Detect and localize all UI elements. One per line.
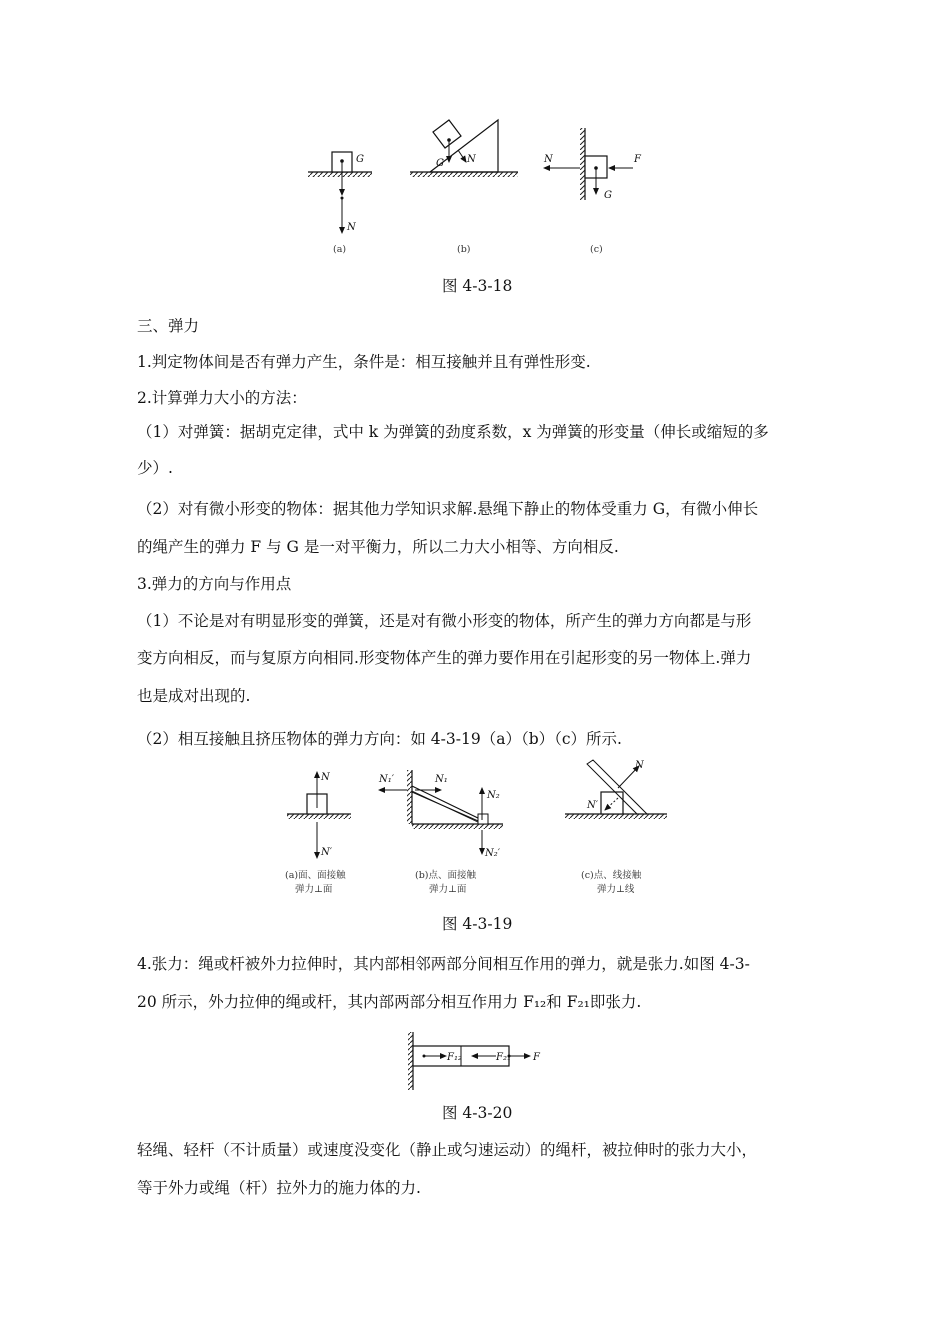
label-N-19c: N	[635, 760, 644, 771]
fig19-c	[565, 760, 667, 895]
sub-c: (c)	[590, 244, 603, 255]
figure-4-3-18	[300, 110, 640, 260]
label-G-a: G	[356, 154, 364, 165]
label-Nprime-19c: N′	[587, 800, 599, 811]
label-N1prime-19b: N₁′	[379, 774, 395, 785]
label-N1-19b: N₁	[435, 774, 448, 785]
label-N-a: N	[347, 222, 356, 233]
label-N2-19b: N₂	[487, 790, 500, 801]
figure-4-3-20	[400, 1028, 560, 1096]
caption-4-3-20: 图 4-3-20	[442, 1104, 513, 1122]
paragraph-6-line-1: （1）不论是对有明显形变的弹簧，还是对有微小形变的物体，所产生的弹力方向都是与形	[137, 612, 752, 630]
label-N-19a: N	[321, 772, 330, 783]
fig19-a	[285, 772, 351, 895]
label-F-c: F	[634, 154, 641, 165]
paragraph-4-line-2: 的绳产生的弹力 F 与 G 是一对平衡力，所以二力大小相等、方向相反.	[137, 538, 619, 556]
caption-19b-line1: (b)点、面接触	[415, 870, 476, 881]
caption-19b-line2: 弹力⊥面	[429, 884, 467, 895]
paragraph-9-line-1: 轻绳、轻杆（不计质量）或速度没变化（静止或匀速运动）的绳杆，被拉伸时的张力大小，	[137, 1141, 758, 1159]
label-G-c: G	[604, 190, 612, 201]
caption-19c-line2: 弹力⊥线	[597, 884, 635, 895]
fig18-c	[543, 128, 642, 255]
paragraph-7: （2）相互接触且挤压物体的弹力方向：如 4-3-19（a）（b）（c）所示.	[137, 730, 622, 748]
figure-4-3-19	[275, 758, 695, 898]
paragraph-6-line-2: 变方向相反，而与复原方向相同.形变物体产生的弹力要作用在引起形变的另一物体上.弹力	[137, 649, 752, 667]
label-G-b: G	[436, 158, 444, 169]
label-N-c: N	[544, 154, 553, 165]
caption-19a-line2: 弹力⊥面	[295, 884, 333, 895]
block-b	[433, 120, 461, 148]
paragraph-4-line-1: （2）对有微小形变的物体：据其他力学知识求解.悬绳下静止的物体受重力 G，有微小伸长	[137, 500, 759, 518]
paragraph-5: 3.弹力的方向与作用点	[137, 575, 292, 593]
label-Nprime-19a: N′	[321, 847, 333, 858]
sub-a: (a)	[333, 244, 347, 255]
paragraph-6-line-3: 也是成对出现的.	[137, 687, 251, 705]
block-19c	[601, 792, 623, 814]
label-F: F	[533, 1052, 540, 1063]
fig18-b	[410, 120, 518, 255]
label-N-b: N	[467, 154, 476, 165]
caption-4-3-19: 图 4-3-19	[442, 915, 513, 933]
label-N2prime-19b: N₂′	[485, 848, 501, 859]
section-heading: 三、弹力	[137, 317, 200, 335]
paragraph-9-line-2: 等于外力或绳（杆）拉外力的施力体的力.	[137, 1179, 421, 1197]
label-F12: F₁₂	[447, 1052, 462, 1063]
caption-19a-line1: (a)面、面接触	[285, 870, 346, 881]
sub-b: (b)	[457, 244, 471, 255]
fig18-a	[308, 152, 372, 255]
paragraph-1: 1.判定物体间是否有弹力产生，条件是：相互接触并且有弹性形变.	[137, 353, 591, 371]
fig19-b	[378, 770, 503, 895]
paragraph-2: 2.计算弹力大小的方法：	[137, 389, 307, 407]
paragraph-3-line-2: 少）.	[137, 459, 173, 477]
label-F21: F₂₁	[496, 1052, 511, 1063]
paragraph-8-line-1: 4.张力：绳或杆被外力拉伸时，其内部相邻两部分间相互作用的弹力，就是张力.如图 4-3-	[137, 955, 750, 973]
paragraph-3-line-1: （1）对弹簧：据胡克定律，式中 k 为弹簧的劲度系数，x 为弹簧的形变量（伸长或缩短的多	[137, 423, 769, 441]
caption-19c-line1: (c)点、线接触	[581, 870, 642, 881]
paragraph-8-line-2: 20 所示，外力拉伸的绳或杆，其内部两部分相互作用力 F₁₂和 F₂₁即张力.	[137, 993, 642, 1011]
caption-4-3-18: 图 4-3-18	[442, 277, 513, 295]
